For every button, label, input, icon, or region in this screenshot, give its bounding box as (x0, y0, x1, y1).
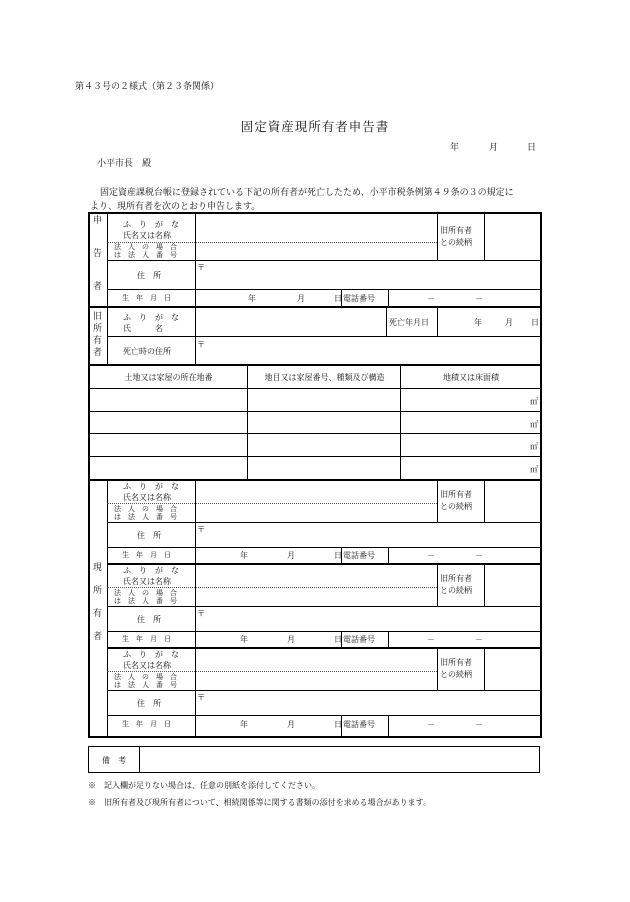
owner3-phone-label: 電話番号 (343, 720, 375, 729)
old-owner-postal-mark: 〒 (197, 340, 205, 349)
property-header-location: 土地又は家屋の所在地番 (124, 373, 213, 382)
owner2-corp-label: 法 人 の 場 合 は 法 人 番 号 (114, 589, 177, 605)
date-month-label: 月 (489, 143, 499, 153)
sqm-unit: ㎡ (530, 397, 538, 406)
owner2-name-field[interactable] (198, 566, 434, 586)
section-label-old-owner: 旧 所 有 者 (92, 312, 102, 358)
page-title: 固定資産現所有者申告書 (240, 119, 390, 134)
death-date-label: 死亡年月日 (389, 318, 429, 327)
owner3-relation-field[interactable] (486, 650, 538, 688)
remarks-label: 備 考 (102, 756, 126, 765)
owner1-phone-label: 電話番号 (343, 551, 375, 560)
note-2: ※ 旧所有者及び現所有者について、相続関係等に関する書類の添付を求める場合があります。 (88, 798, 432, 807)
owner2-address-field[interactable] (210, 608, 538, 630)
sqm-unit: ㎡ (530, 420, 538, 429)
owner2-phone-label: 電話番号 (343, 635, 375, 644)
owner3-address-label: 住 所 (137, 699, 161, 708)
declarant-name-field[interactable] (198, 219, 434, 241)
owner2-postal-mark: 〒 (197, 609, 205, 618)
section-label-current-owner: 現 所 有 者 (92, 563, 102, 642)
frame-right (540, 212, 542, 738)
sep-declarant-old (88, 306, 542, 308)
declarant-address-label: 住 所 (137, 271, 161, 280)
owner1-name-field[interactable] (198, 482, 434, 502)
sqm-unit: ㎡ (530, 465, 538, 474)
owner2-address-label: 住 所 (137, 615, 161, 624)
property-header-area: 地積又は床面積 (443, 373, 499, 382)
form-number: 第４３号の２様式（第２３条関係） (75, 82, 220, 92)
intro-line-1: 固定資産課税台帳に登録されている下記の所有者が死亡したため、小平市税条例第４９条の３の規定に (100, 188, 514, 198)
remarks-box (88, 746, 540, 773)
owner3-name-label: ふ り が な 氏名又は名称 (123, 650, 179, 670)
owner1-address-label: 住 所 (137, 531, 161, 540)
date-day-label: 日 (527, 143, 537, 153)
owner2-relation-field[interactable] (486, 566, 538, 604)
owner3-address-field[interactable] (210, 692, 538, 714)
property-header-type: 地目又は家屋番号、種類及び構造 (264, 373, 385, 382)
frame-bottom (88, 736, 542, 738)
owner3-relation-label: 旧所有者 との続柄 (440, 658, 472, 679)
declarant-relation-field[interactable] (486, 215, 538, 258)
owner2-phone-field[interactable]: － － (427, 635, 483, 644)
old-owner-name-field[interactable] (198, 310, 383, 334)
owner1-relation-field[interactable] (486, 482, 538, 520)
section-label-declarant: 申 告 者 (92, 216, 102, 292)
owner3-corp-label: 法 人 の 場 合 は 法 人 番 号 (114, 673, 177, 689)
note-1: ※ 記入欄が足りない場合は、任意の別紙を添付してください。 (88, 781, 320, 790)
frame-top (88, 212, 542, 214)
declarant-phone-label: 電話番号 (343, 294, 375, 303)
death-address-field[interactable] (210, 339, 538, 362)
sqm-unit: ㎡ (530, 442, 538, 451)
owner1-phone-field[interactable]: － － (427, 551, 483, 560)
owner1-address-field[interactable] (210, 524, 538, 546)
owner3-phone-field[interactable]: － － (427, 720, 483, 729)
declarant-name-label: ふ り が な 氏名又は名称 (123, 220, 179, 240)
form-table: 申 告 者 ふ り が な 氏名又は名称 法 人 の 場 合 は 法 人 番 号 旧所有者 との続柄 住 所 〒 生 年 月 日 年 月 日 電話番号 － － 旧 所 有 者 ふ り が な 氏 名 死亡年月日 年 月 日 死亡時の住所 〒 土地又は家屋の所在地番 地目又は家屋番号、種類及び構造 地積又は床面積 ㎡ ㎡ ㎡ ㎡ 現 所 有 者 ふ り が な 氏名又は名称 法 人 の 場 合 は 法 人 番 号 旧所有者 との続柄 住 所 〒 生 年 月 日 年 月 日 電話番号 － － ふ り が な 氏名又は名称 法 人 の 場 合 は 法 人 番 号 旧所有者 との続柄 住 所 〒 生 年 月 日 年 月 日 電話番号 － － ふ り が な 氏名又は名称 法 人 の 場 合 は 法 人 番 号 旧所有者 との続柄 住 所 〒 生 年 月 日 年 月 日 電話番号 － － (0, 0, 630, 902)
owner1-birthdate-label: 生 年 月 日 (122, 551, 171, 559)
declarant-address-field[interactable] (210, 262, 538, 288)
sep-old-property (88, 364, 542, 366)
owner1-corp-label: 法 人 の 場 合 は 法 人 番 号 (114, 505, 177, 521)
intro-line-2: より、現所有者を次のとおり申告します。 (90, 202, 261, 212)
declarant-relation-label: 旧所有者 との続柄 (440, 226, 472, 247)
owner2-birthdate-label: 生 年 月 日 (122, 635, 171, 643)
owner3-birthdate-label: 生 年 月 日 (122, 720, 171, 728)
addressee: 小平市長 殿 (97, 159, 152, 169)
owner1-name-label: ふ り が な 氏名又は名称 (123, 482, 179, 502)
remarks-field[interactable] (141, 748, 538, 771)
owner2-relation-label: 旧所有者 との続柄 (440, 574, 472, 595)
declarant-corp-label: 法 人 の 場 合 は 法 人 番 号 (114, 243, 177, 259)
owner3-postal-mark: 〒 (197, 693, 205, 702)
owner1-postal-mark: 〒 (197, 525, 205, 534)
owner3-name-field[interactable] (198, 650, 434, 670)
old-owner-name-label: ふ り が な 氏 名 (123, 313, 179, 333)
declarant-phone-field[interactable]: － － (427, 294, 483, 303)
death-address-label: 死亡時の住所 (123, 347, 171, 356)
owner1-relation-label: 旧所有者 との続柄 (440, 490, 472, 511)
declarant-postal-mark: 〒 (197, 263, 205, 272)
date-year-label: 年 (450, 143, 460, 153)
owner2-name-label: ふ り が な 氏名又は名称 (123, 566, 179, 586)
declarant-birthdate-label: 生 年 月 日 (122, 294, 171, 302)
